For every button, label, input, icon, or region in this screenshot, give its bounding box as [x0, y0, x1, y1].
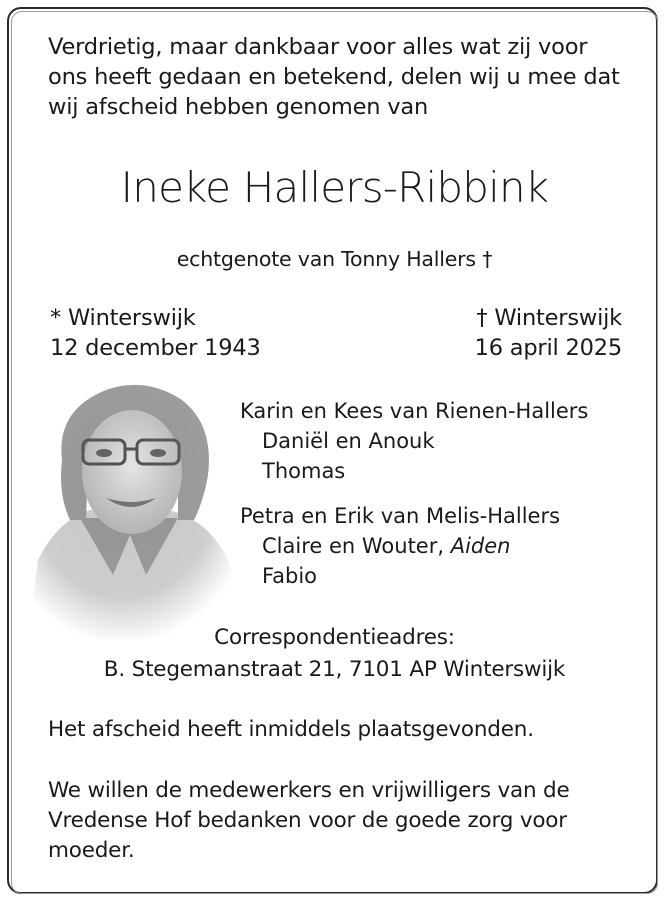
thanks-text: We willen de medewerkers en vrijwilligers van de Vredense Hof bedanken voor de goede zorg voor moeder.	[48, 778, 570, 863]
family-group	[240, 396, 588, 486]
family-parents: Petra en Erik van Melis-Hallers	[240, 504, 561, 528]
portrait-photo-icon	[18, 370, 242, 640]
deceased-name: Ineke Hallers-Ribbink	[120, 163, 549, 212]
correspondence-label: Correspondentieadres:	[214, 625, 455, 650]
death-date: 16 april 2025	[474, 335, 622, 361]
intro-text: Verdrietig, maar dankbaar voor alles wat zij voor ons heeft gedaan en betekend, delen wij u mee dat wij afscheid hebben genomen van	[48, 34, 620, 120]
birth-date: 12 december 1943	[50, 335, 261, 361]
birth-info	[50, 303, 261, 363]
family-child-line: Thomas	[262, 459, 346, 483]
family-child-names: Claire en Wouter,	[262, 534, 451, 558]
death-place: † Winterswijk	[476, 305, 622, 331]
great-grandchild-name: Aiden	[450, 534, 511, 558]
correspondence-address: B. Stegemanstraat 21, 7101 AP Winterswijk	[103, 657, 566, 682]
family-child-line	[240, 531, 588, 561]
spouse-note: echtgenote van Tonny Hallers †	[176, 247, 493, 271]
family-child-line: Fabio	[262, 564, 318, 588]
farewell-text: Het afscheid heeft inmiddels plaatsgevonden.	[48, 717, 534, 742]
family-parents: Karin en Kees van Rienen-Hallers	[240, 399, 589, 423]
birth-place: * Winterswijk	[50, 305, 196, 331]
family-child-line: Daniël en Anouk	[262, 429, 435, 453]
family-list	[240, 396, 588, 606]
family-group	[240, 501, 588, 591]
death-info	[475, 303, 622, 363]
